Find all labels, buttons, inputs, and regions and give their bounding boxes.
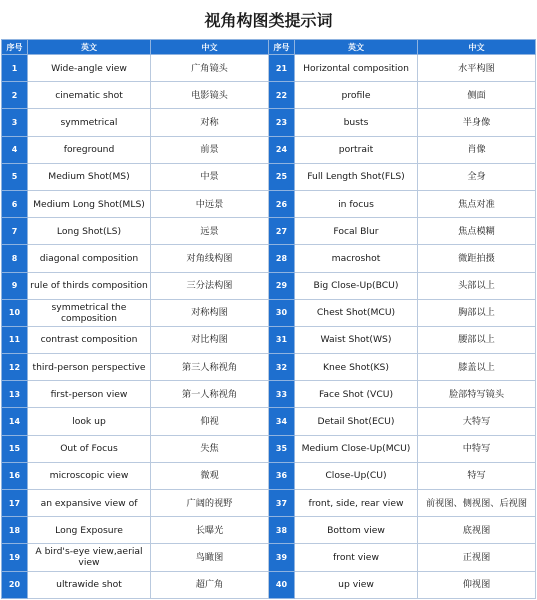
cell-zh-right: 胸部以上 <box>418 299 536 326</box>
cell-zh-left: 中远景 <box>151 190 269 217</box>
table-body <box>2 55 536 599</box>
cell-no-left: 14 <box>2 408 28 435</box>
cell-en-right: front, side, rear view <box>295 490 418 517</box>
cell-en-left: ultrawide shot <box>28 571 151 598</box>
cell-en-right: profile <box>295 82 418 109</box>
cell-no-right: 35 <box>269 435 295 462</box>
cell-no-right: 39 <box>269 544 295 571</box>
cell-no-right: 40 <box>269 571 295 598</box>
cell-no-left: 9 <box>2 272 28 299</box>
cell-no-left: 18 <box>2 517 28 544</box>
cell-en-left: diagonal composition <box>28 245 151 272</box>
cell-en-right: portrait <box>295 136 418 163</box>
cell-en-right: front view <box>295 544 418 571</box>
cell-no-left: 20 <box>2 571 28 598</box>
cell-no-right: 23 <box>269 109 295 136</box>
cell-no-left: 17 <box>2 490 28 517</box>
table-row <box>2 55 536 82</box>
cell-en-left: Wide-angle view <box>28 55 151 82</box>
cell-en-right: Detail Shot(ECU) <box>295 408 418 435</box>
cell-zh-right: 膝盖以上 <box>418 354 536 381</box>
cell-no-left: 1 <box>2 55 28 82</box>
cell-no-right: 27 <box>269 218 295 245</box>
page-title: 视角构图类提示词 <box>0 0 537 39</box>
cell-zh-left: 鸟瞰图 <box>151 544 269 571</box>
cell-zh-left: 中景 <box>151 163 269 190</box>
cell-en-left: symmetrical <box>28 109 151 136</box>
cell-zh-right: 仰视图 <box>418 571 536 598</box>
cell-en-right: Chest Shot(MCU) <box>295 299 418 326</box>
cell-en-left: contrast composition <box>28 326 151 353</box>
table-row <box>2 354 536 381</box>
cell-no-right: 30 <box>269 299 295 326</box>
cell-no-left: 5 <box>2 163 28 190</box>
header-zh-right: 中文 <box>418 40 536 55</box>
cell-en-right: Full Length Shot(FLS) <box>295 163 418 190</box>
cell-zh-left: 对称构图 <box>151 299 269 326</box>
cell-en-left: Long Shot(LS) <box>28 218 151 245</box>
cell-en-left: first-person view <box>28 381 151 408</box>
header-en-right: 英文 <box>295 40 418 55</box>
cell-zh-right: 全身 <box>418 163 536 190</box>
cell-no-right: 36 <box>269 462 295 489</box>
cell-zh-right: 半身像 <box>418 109 536 136</box>
table-row <box>2 218 536 245</box>
cell-en-left: Long Exposure <box>28 517 151 544</box>
cell-no-right: 31 <box>269 326 295 353</box>
cell-no-left: 2 <box>2 82 28 109</box>
cell-no-right: 37 <box>269 490 295 517</box>
table-row <box>2 381 536 408</box>
cell-en-left: rule of thirds composition <box>28 272 151 299</box>
cell-zh-right: 中特写 <box>418 435 536 462</box>
table-row <box>2 517 536 544</box>
cell-no-right: 22 <box>269 82 295 109</box>
header-no-right: 序号 <box>269 40 295 55</box>
cell-en-left: foreground <box>28 136 151 163</box>
cell-zh-right: 侧面 <box>418 82 536 109</box>
table-row <box>2 109 536 136</box>
cell-zh-left: 第三人称视角 <box>151 354 269 381</box>
cell-zh-left: 微观 <box>151 462 269 489</box>
cell-en-right: Big Close-Up(BCU) <box>295 272 418 299</box>
table-header-row <box>2 40 536 55</box>
cell-zh-right: 脸部特写镜头 <box>418 381 536 408</box>
cell-zh-left: 前景 <box>151 136 269 163</box>
cell-zh-left: 对角线构图 <box>151 245 269 272</box>
cell-zh-left: 失焦 <box>151 435 269 462</box>
cell-no-right: 28 <box>269 245 295 272</box>
cell-zh-left: 仰视 <box>151 408 269 435</box>
cell-en-left: cinematic shot <box>28 82 151 109</box>
cell-no-left: 10 <box>2 299 28 326</box>
prompt-table <box>1 39 536 599</box>
cell-zh-right: 微距拍摄 <box>418 245 536 272</box>
cell-en-right: Medium Close-Up(MCU) <box>295 435 418 462</box>
cell-zh-right: 焦点模糊 <box>418 218 536 245</box>
cell-no-left: 6 <box>2 190 28 217</box>
cell-en-left: A bird's-eye view,aerial view <box>28 544 151 571</box>
cell-zh-right: 大特写 <box>418 408 536 435</box>
table-row <box>2 190 536 217</box>
cell-no-left: 15 <box>2 435 28 462</box>
cell-zh-left: 广角镜头 <box>151 55 269 82</box>
cell-no-left: 3 <box>2 109 28 136</box>
cell-zh-right: 腰部以上 <box>418 326 536 353</box>
cell-zh-right: 肖像 <box>418 136 536 163</box>
table-row <box>2 136 536 163</box>
cell-no-right: 21 <box>269 55 295 82</box>
cell-zh-right: 特写 <box>418 462 536 489</box>
cell-en-right: busts <box>295 109 418 136</box>
table-row <box>2 326 536 353</box>
cell-zh-left: 第一人称视角 <box>151 381 269 408</box>
cell-no-right: 24 <box>269 136 295 163</box>
cell-no-left: 4 <box>2 136 28 163</box>
cell-zh-left: 超广角 <box>151 571 269 598</box>
cell-no-left: 11 <box>2 326 28 353</box>
cell-zh-right: 前视图、侧视图、后视图 <box>418 490 536 517</box>
cell-zh-left: 对比构图 <box>151 326 269 353</box>
cell-zh-left: 广阔的视野 <box>151 490 269 517</box>
cell-en-right: Horizontal composition <box>295 55 418 82</box>
cell-zh-right: 底视图 <box>418 517 536 544</box>
header-zh-left: 中文 <box>151 40 269 55</box>
cell-no-left: 13 <box>2 381 28 408</box>
cell-no-left: 16 <box>2 462 28 489</box>
table-row <box>2 299 536 326</box>
table-row <box>2 245 536 272</box>
cell-en-right: Focal Blur <box>295 218 418 245</box>
table-row <box>2 82 536 109</box>
table-row <box>2 408 536 435</box>
cell-en-right: Bottom view <box>295 517 418 544</box>
header-no-left: 序号 <box>2 40 28 55</box>
cell-en-left: symmetrical the composition <box>28 299 151 326</box>
table-row <box>2 571 536 598</box>
cell-zh-right: 正视图 <box>418 544 536 571</box>
cell-en-left: Medium Long Shot(MLS) <box>28 190 151 217</box>
cell-no-right: 25 <box>269 163 295 190</box>
cell-no-left: 7 <box>2 218 28 245</box>
cell-en-right: in focus <box>295 190 418 217</box>
table-row <box>2 462 536 489</box>
cell-en-right: Waist Shot(WS) <box>295 326 418 353</box>
header-en-left: 英文 <box>28 40 151 55</box>
cell-en-right: Knee Shot(KS) <box>295 354 418 381</box>
cell-en-right: up view <box>295 571 418 598</box>
cell-en-left: look up <box>28 408 151 435</box>
cell-en-left: an expansive view of <box>28 490 151 517</box>
cell-en-right: Close-Up(CU) <box>295 462 418 489</box>
table-row <box>2 435 536 462</box>
cell-zh-right: 头部以上 <box>418 272 536 299</box>
cell-zh-left: 电影镜头 <box>151 82 269 109</box>
cell-zh-left: 对称 <box>151 109 269 136</box>
cell-no-right: 29 <box>269 272 295 299</box>
cell-no-right: 33 <box>269 381 295 408</box>
cell-zh-left: 三分法构图 <box>151 272 269 299</box>
cell-no-left: 12 <box>2 354 28 381</box>
cell-no-right: 38 <box>269 517 295 544</box>
table-row <box>2 163 536 190</box>
cell-en-right: Face Shot (VCU) <box>295 381 418 408</box>
cell-zh-left: 长曝光 <box>151 517 269 544</box>
cell-en-left: microscopic view <box>28 462 151 489</box>
cell-zh-left: 远景 <box>151 218 269 245</box>
cell-no-right: 32 <box>269 354 295 381</box>
cell-en-left: Medium Shot(MS) <box>28 163 151 190</box>
cell-no-left: 19 <box>2 544 28 571</box>
cell-en-left: third-person perspective <box>28 354 151 381</box>
table-row <box>2 272 536 299</box>
cell-no-right: 26 <box>269 190 295 217</box>
cell-zh-right: 水平构图 <box>418 55 536 82</box>
cell-en-left: Out of Focus <box>28 435 151 462</box>
table-row <box>2 490 536 517</box>
cell-en-right: macroshot <box>295 245 418 272</box>
cell-no-right: 34 <box>269 408 295 435</box>
table-row <box>2 544 536 571</box>
cell-no-left: 8 <box>2 245 28 272</box>
cell-zh-right: 焦点对准 <box>418 190 536 217</box>
